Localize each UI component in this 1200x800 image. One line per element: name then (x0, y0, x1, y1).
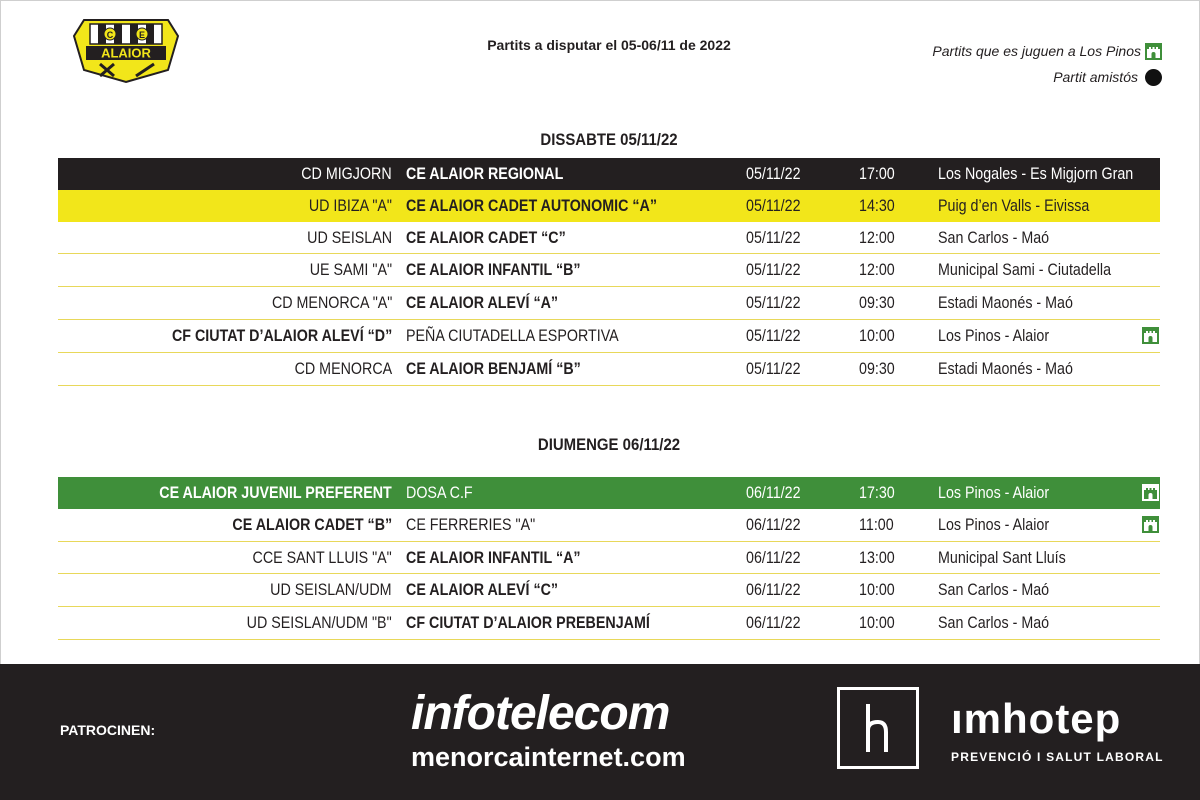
away-team: CE ALAIOR ALEVÍ “A” (406, 293, 559, 313)
match-date: 05/11/22 (746, 164, 801, 183)
match-date: 06/11/22 (746, 580, 801, 600)
match-venue: Estadi Maonés - Maó (938, 293, 1073, 313)
match-row (58, 353, 1160, 386)
match-venue: Los Nogales - Es Migjorn Gran (938, 164, 1134, 183)
home-team: UD SEISLAN/UDM "B" (246, 613, 392, 633)
away-team: CE ALAIOR CADET AUTONOMIC “A” (406, 195, 657, 215)
home-team: UD IBIZA "A" (308, 195, 392, 215)
match-venue: Los Pinos - Alaior (938, 514, 1050, 534)
match-row (58, 320, 1160, 353)
home-team: CCE SANT LLUIS "A" (252, 547, 392, 567)
match-venue: San Carlos - Maó (938, 227, 1050, 247)
match-time: 14:30 (859, 195, 895, 215)
castle-icon (1145, 43, 1162, 60)
match-date: 05/11/22 (746, 227, 801, 247)
match-time: 10:00 (859, 325, 895, 345)
match-time: 17:00 (859, 164, 895, 183)
home-team: CE ALAIOR CADET “B” (232, 514, 392, 534)
imhotep-logo-icon (837, 687, 919, 769)
away-team: CF CIUTAT D’ALAIOR PREBENJAMÍ (406, 613, 650, 633)
sponsor-infotelecom: infotelecom (411, 687, 670, 740)
away-team: CE ALAIOR ALEVÍ “C” (406, 580, 559, 600)
match-venue: San Carlos - Maó (938, 580, 1050, 600)
match-date: 06/11/22 (746, 483, 801, 502)
home-team: CD MENORCA (294, 358, 392, 378)
away-team: CE FERRERIES "A" (406, 514, 536, 534)
match-venue: Puig d’en Valls - Eivissa (938, 195, 1090, 215)
match-date: 05/11/22 (746, 260, 801, 280)
match-venue: Municipal Sami - Ciutadella (938, 260, 1112, 280)
sponsors-label: PATROCINEN: (60, 722, 156, 738)
match-row (58, 574, 1160, 607)
match-venue: Municipal Sant Lluís (938, 547, 1066, 567)
los-pinos-castle-icon (1142, 484, 1159, 501)
page-title: Partits a disputar el 05-06/11 de 2022 (487, 37, 731, 53)
match-venue: Los Pinos - Alaior (938, 325, 1050, 345)
legend (932, 38, 1162, 90)
legend-friendly-label: Partit amistós (1053, 69, 1138, 85)
legend-home (932, 38, 1162, 64)
match-time: 12:00 (859, 227, 895, 247)
sponsor-infotelecom-url: menorcainternet.com (411, 742, 686, 772)
match-time: 12:00 (859, 260, 895, 280)
match-row (58, 509, 1160, 542)
away-team: CE ALAIOR REGIONAL (406, 164, 564, 183)
friendly-dot-icon (1145, 69, 1162, 86)
match-time: 13:00 (859, 547, 895, 567)
matches-table-sunday (58, 477, 1160, 640)
away-team: PEÑA CIUTADELLA ESPORTIVA (406, 325, 619, 345)
sponsor-imhotep-tagline: PREVENCIÓ I SALUT LABORAL (951, 750, 1164, 764)
match-time: 11:00 (859, 514, 894, 534)
legend-friendly (932, 64, 1162, 90)
match-time: 09:30 (859, 293, 895, 313)
home-team: UD SEISLAN/UDM (270, 580, 392, 600)
match-row (58, 607, 1160, 640)
day-title-sunday: DIUMENGE 06/11/22 (537, 435, 681, 454)
sponsor-imhotep: ımhotep (951, 695, 1122, 742)
match-venue: San Carlos - Maó (938, 613, 1050, 633)
match-date: 05/11/22 (746, 325, 801, 345)
match-date: 06/11/22 (746, 514, 801, 534)
home-team: UE SAMI "A" (309, 260, 392, 280)
logo-text: ALAIOR (101, 45, 151, 61)
away-team: CE ALAIOR INFANTIL “B” (406, 260, 581, 280)
match-row (58, 287, 1160, 320)
match-row (58, 254, 1160, 287)
los-pinos-castle-icon (1142, 327, 1159, 344)
home-team: CD MENORCA "A" (271, 293, 392, 313)
match-row (58, 222, 1160, 255)
home-team: CF CIUTAT D’ALAIOR ALEVÍ “D” (171, 325, 392, 345)
away-team: DOSA C.F (406, 483, 473, 502)
match-date: 05/11/22 (746, 195, 801, 215)
legend-home-label: Partits que es juguen a Los Pinos (932, 43, 1141, 59)
match-date: 05/11/22 (746, 358, 801, 378)
match-time: 10:00 (859, 613, 895, 633)
sponsors-footer (0, 664, 1200, 800)
match-row (58, 190, 1160, 222)
home-team: CD MIGJORN (301, 164, 392, 183)
match-time: 09:30 (859, 358, 895, 378)
match-date: 06/11/22 (746, 547, 801, 567)
los-pinos-castle-icon (1142, 516, 1159, 533)
logo-letter-c: C (106, 30, 114, 40)
match-row (58, 477, 1160, 509)
day-title-saturday: DISSABTE 05/11/22 (540, 130, 678, 149)
match-date: 06/11/22 (746, 613, 801, 633)
match-row (58, 158, 1160, 190)
home-team: UD SEISLAN (307, 227, 392, 247)
match-time: 10:00 (859, 580, 895, 600)
home-team: CE ALAIOR JUVENIL PREFERENT (159, 483, 392, 502)
matches-table-saturday (58, 158, 1160, 386)
match-venue: Estadi Maonés - Maó (938, 358, 1073, 378)
match-date: 05/11/22 (746, 293, 801, 313)
match-venue: Los Pinos - Alaior (938, 483, 1050, 502)
match-time: 17:30 (859, 483, 895, 502)
away-team: CE ALAIOR BENJAMÍ “B” (406, 358, 581, 378)
match-row (58, 542, 1160, 575)
away-team: CE ALAIOR CADET “C” (406, 227, 566, 247)
logo-letter-e: E (138, 30, 146, 40)
away-team: CE ALAIOR INFANTIL “A” (406, 547, 581, 567)
